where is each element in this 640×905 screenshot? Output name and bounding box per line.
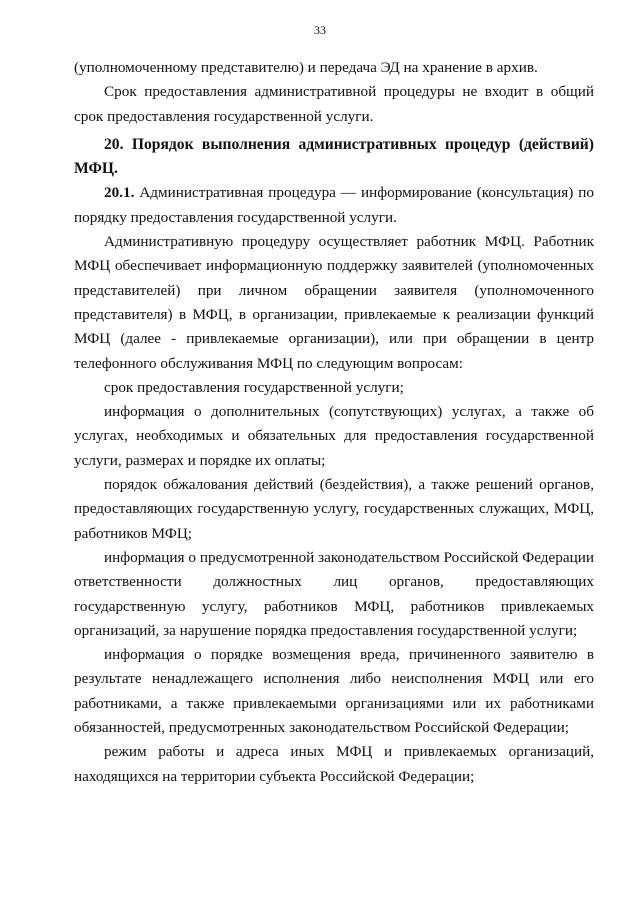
paragraph-subsection-20-1 (74, 181, 594, 230)
subsection-text: Административная процедура — информирование (консультация) по порядку предоставления государственной услуги. (74, 184, 594, 226)
list-item-service-term: срок предоставления государственной услуги; (104, 378, 404, 396)
list-item-damage-compensation: информация о порядке возмещения вреда, причиненного заявителю в результате ненадлежащего исполнения либо неисполнения МФЦ или его работниками, а также привлекаемыми организациями или их работниками обязанностей, предусмотренных законодательством Российской Федерации; (74, 646, 594, 737)
list-item-working-hours: режим работы и адреса иных МФЦ и привлекаемых организаций, находящихся на территории субъекта Российской Федерации; (74, 743, 594, 785)
paragraph-continuation: (уполномоченному представителю) и передача ЭД на хранение в архив. (74, 59, 538, 76)
list-item-additional-services: информация о дополнительных (сопутствующих) услугах, а также об услугах, необходимых и обязательных для предоставления государственной услуги, размерах и порядке их оплаты; (74, 403, 594, 469)
list-item-appeal-procedure: порядок обжалования действий (бездействия), а также решений органов, предоставляющих государственную услугу, государственных служащих, МФЦ, работников МФЦ; (74, 476, 594, 542)
list-item-liability: информация о предусмотренной законодательством Российской Федерации ответственности должностных лиц органов, предоставляющих государственную услугу, работников МФЦ, работников привлекаемых организаций, за нарушение порядка предоставления государственной услуги; (74, 548, 594, 639)
document-body (74, 56, 594, 789)
subsection-number: 20.1. (104, 184, 135, 202)
paragraph-procedure-description: Административную процедуру осуществляет работник МФЦ. Работник МФЦ обеспечивает информационную поддержку заявителей (уполномоченных представителей) при личном обращении заявителя (уполномоченного представителя) в МФЦ, в организации, привлекаемые к реализации функций МФЦ (далее - привлекаемые организации), или при обращении в центр телефонного обслуживания МФЦ по следующим вопросам: (74, 233, 594, 372)
section-heading: 20. Порядок выполнения административных процедур (действий) МФЦ. (74, 135, 594, 178)
paragraph-deadline-note: Срок предоставления административной процедуры не входит в общий срок предоставления государственной услуги. (74, 83, 594, 125)
page-number: 33 (314, 23, 326, 37)
